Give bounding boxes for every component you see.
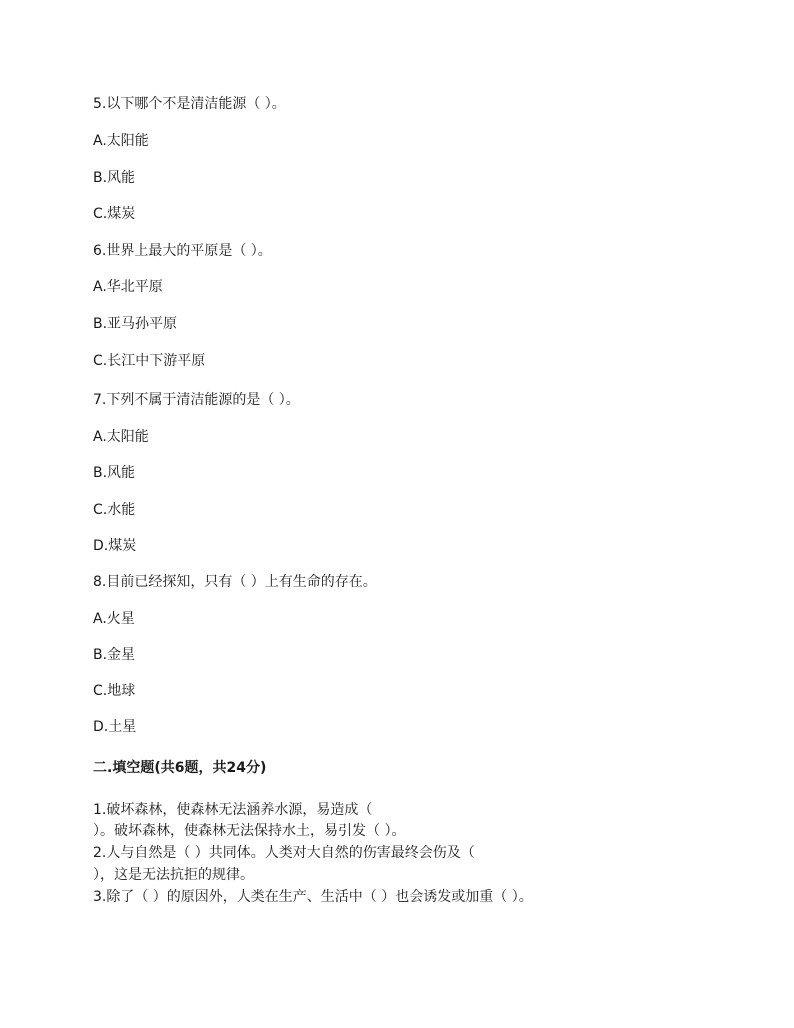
fill-question-1-line-1: 1.破坏森林，使森林无法涵养水源，易造成（: [93, 802, 373, 818]
question-6-option-c: C.长江中下游平原: [93, 353, 206, 369]
question-6-stem: 6.世界上最大的平原是（ ）。: [93, 243, 272, 259]
question-5-option-a: A.太阳能: [93, 133, 149, 149]
question-5-stem: 5.以下哪个不是清洁能源（ ）。: [93, 96, 286, 112]
question-7-option-d: D.煤炭: [93, 538, 137, 554]
question-5-option-c: C.煤炭: [93, 206, 136, 222]
question-7-option-b: B.风能: [93, 465, 136, 481]
question-8-option-d: D.土星: [93, 719, 137, 735]
question-7-stem: 7.下列不属于清洁能源的是（ ）。: [93, 392, 300, 408]
question-8-option-b: B.金星: [93, 647, 136, 663]
question-5-option-b: B.风能: [93, 170, 136, 186]
question-7-option-a: A.太阳能: [93, 429, 149, 445]
question-6-option-a: A.华北平原: [93, 279, 163, 295]
question-8-option-a: A.火星: [93, 611, 135, 627]
fill-question-1-line-2: ）。破坏森林，使森林无法保持水土，易引发（ ）。: [93, 823, 406, 839]
question-8-stem: 8.目前已经探知，只有（ ）上有生命的存在。: [93, 574, 377, 590]
fill-question-2-line-1: 2.人与自然是（ ）共同体。人类对大自然的伤害最终会伤及（: [93, 845, 475, 861]
section-2-title: 二.填空题(共6题，共24分): [93, 760, 267, 776]
question-6-option-b: B.亚马孙平原: [93, 316, 178, 332]
question-8-option-c: C.地球: [93, 683, 136, 699]
question-7-option-c: C.水能: [93, 502, 136, 518]
fill-question-3-line-1: 3.除了（ ）的原因外，人类在生产、生活中（ ）也会诱发或加重（ ）。: [93, 889, 533, 905]
fill-question-2-line-2: ），这是无法抗拒的规律。: [93, 867, 254, 883]
